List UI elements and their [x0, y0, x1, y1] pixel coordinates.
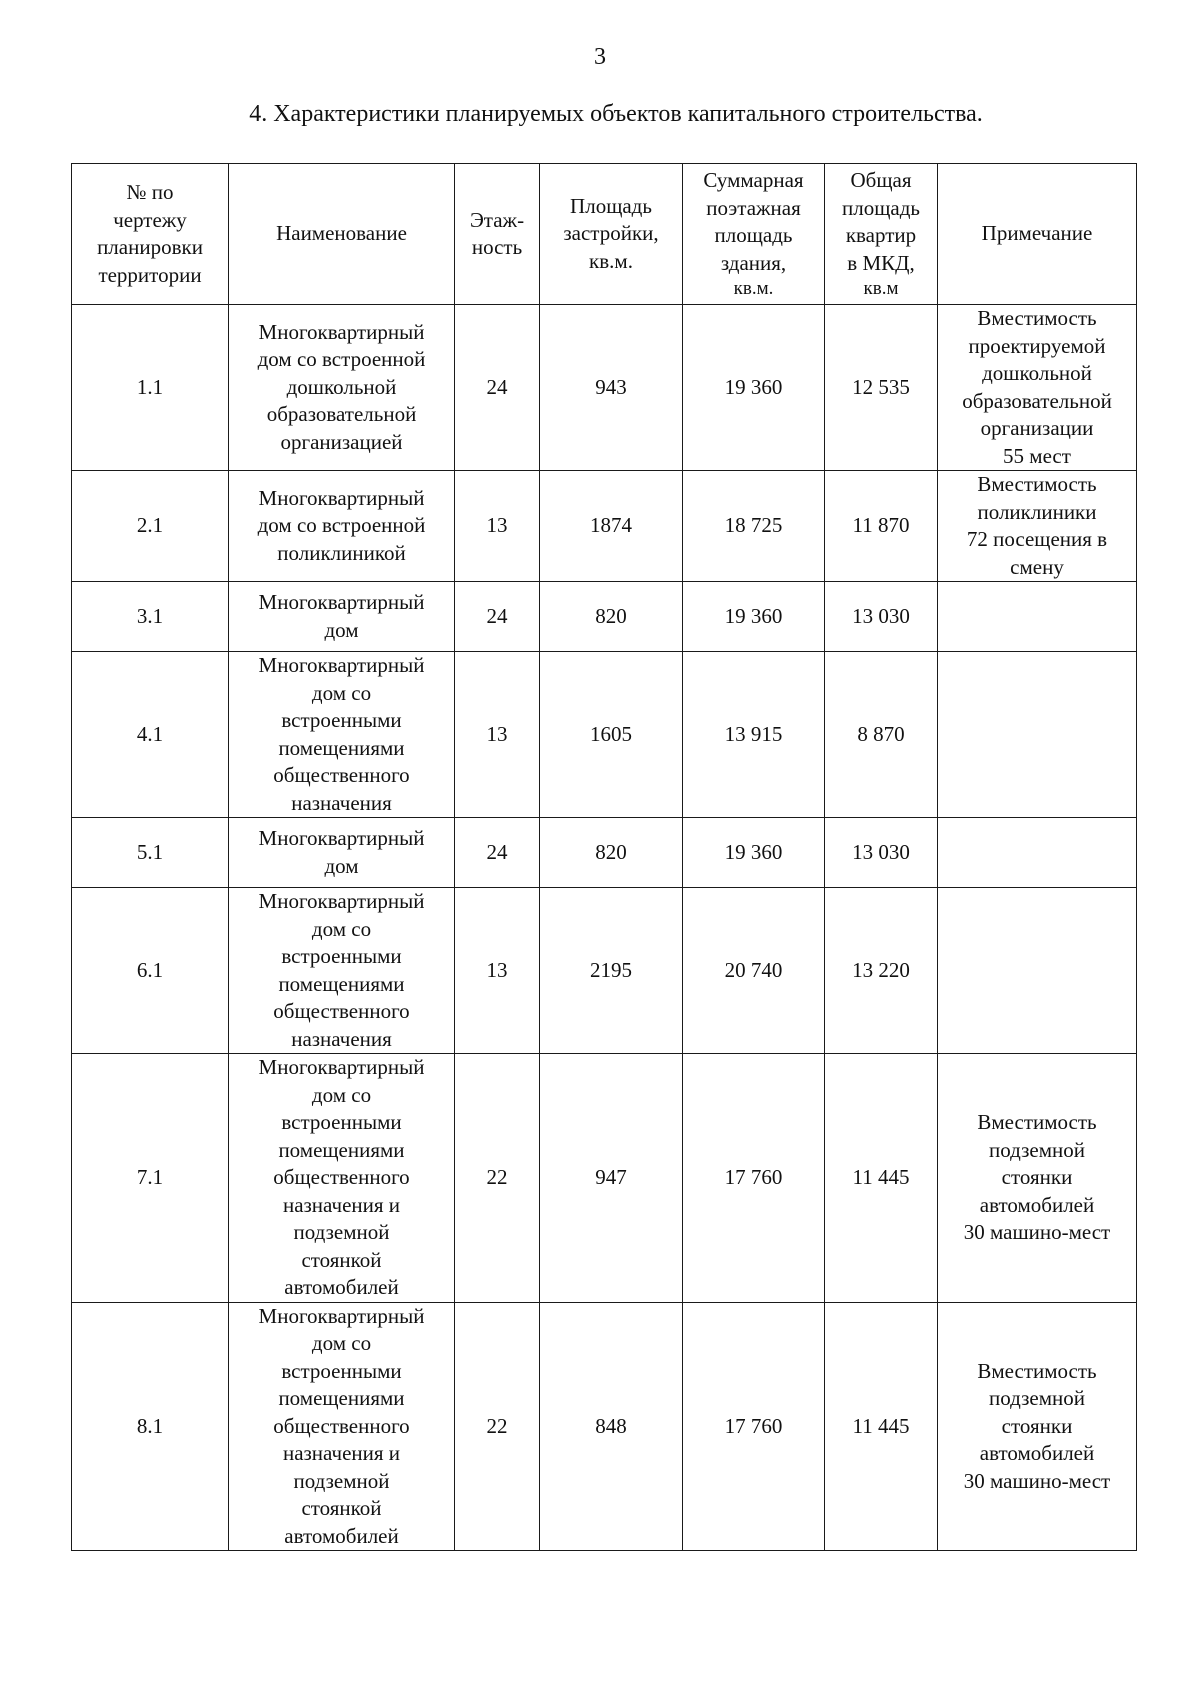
cell-line: назначения	[291, 1026, 392, 1051]
cell-floors: 13	[455, 888, 540, 1054]
cell-total: 20 740	[683, 888, 825, 1054]
table-row	[72, 1302, 1137, 1551]
cell-note	[938, 888, 1137, 1054]
cell-line: проектируемой	[968, 333, 1106, 358]
column-header-no	[72, 164, 229, 305]
cell-line: в МКД,	[847, 250, 915, 275]
cell-total: 17 760	[683, 1302, 825, 1551]
cell-floors: 22	[455, 1302, 540, 1551]
cell-no: 5.1	[72, 818, 229, 888]
cell-apt: 13 220	[825, 888, 938, 1054]
table-row	[72, 652, 1137, 818]
cell-line: встроенными	[281, 1110, 402, 1134]
cell-apt: 12 535	[825, 305, 938, 471]
cell-apt: 11 870	[825, 471, 938, 582]
cell-line: площадь	[842, 195, 920, 220]
cell-line: Общая	[850, 168, 912, 192]
cell-floors: 24	[455, 582, 540, 652]
cell-total: 13 915	[683, 652, 825, 818]
cell-line: Этаж-	[469, 207, 525, 232]
cell-line: Площадь	[570, 193, 652, 218]
cell-line: квартир	[845, 223, 917, 247]
cell-no: 8.1	[72, 1302, 229, 1551]
cell-line: застройки,	[563, 221, 659, 246]
column-header-total	[683, 164, 825, 305]
cell-name	[229, 1054, 455, 1303]
cell-line: дом со	[311, 916, 372, 941]
cell-apt: 8 870	[825, 652, 938, 818]
cell-line: общественного	[273, 763, 410, 787]
cell-line: ность	[471, 235, 523, 259]
cell-area: 2195	[540, 888, 683, 1054]
cell-line: территории	[98, 262, 202, 287]
cell-line: подземной	[989, 1137, 1085, 1162]
cell-line: помещениями	[278, 1386, 405, 1410]
cell-line: стоянкой	[301, 1496, 382, 1520]
cell-note	[938, 652, 1137, 818]
cell-line: образовательной	[266, 402, 417, 427]
cell-area: 1605	[540, 652, 683, 818]
cell-no: 3.1	[72, 582, 229, 652]
cell-line: стоянки	[1001, 1165, 1073, 1189]
cell-floors: 22	[455, 1054, 540, 1303]
column-header-note	[938, 164, 1137, 305]
cell-area: 848	[540, 1302, 683, 1551]
cell-line: Многоквартирный	[258, 889, 425, 913]
cell-line: № по	[126, 180, 174, 204]
section-title: 4. Характеристики планируемых объектов капитального строительства.	[249, 101, 983, 127]
cell-line: дошкольной	[286, 374, 397, 399]
cell-line: назначения и	[282, 1441, 401, 1465]
column-header-floors	[455, 164, 540, 305]
cell-total: 18 725	[683, 471, 825, 582]
cell-line: образовательной	[962, 388, 1112, 413]
cell-line: кв.м	[863, 278, 899, 299]
cell-line: помещениями	[278, 971, 405, 996]
cell-name	[229, 1302, 455, 1551]
cell-line: организации	[980, 416, 1094, 440]
cell-floors: 13	[455, 471, 540, 582]
cell-name	[229, 888, 455, 1054]
table-body	[72, 305, 1137, 1551]
cell-line: встроенными	[281, 708, 402, 732]
cell-total: 19 360	[683, 582, 825, 652]
cell-note	[938, 582, 1137, 652]
cell-note	[938, 305, 1137, 471]
cell-area: 820	[540, 818, 683, 888]
cell-total: 19 360	[683, 818, 825, 888]
cell-line: поэтажная	[706, 195, 801, 220]
cell-line: дошкольной	[982, 361, 1092, 385]
cell-line: Многоквартирный	[258, 1303, 425, 1328]
cell-line: общественного	[273, 1413, 410, 1438]
cell-line: 30 машино-мест	[963, 1468, 1111, 1493]
cell-line: стоянкой	[301, 1247, 382, 1272]
cell-total: 19 360	[683, 305, 825, 471]
cell-line: автомобилей	[284, 1523, 399, 1548]
cell-line: Наименование	[276, 221, 407, 246]
cell-line: дом со	[311, 680, 372, 705]
cell-name	[229, 471, 455, 582]
cell-line: Вместимость	[977, 306, 1097, 330]
cell-apt: 11 445	[825, 1302, 938, 1551]
cell-floors: 24	[455, 818, 540, 888]
cell-no: 6.1	[72, 888, 229, 1054]
cell-line: 30 машино-мест	[963, 1220, 1111, 1244]
cell-name	[229, 305, 455, 471]
cell-apt: 11 445	[825, 1054, 938, 1303]
table-row	[72, 888, 1137, 1054]
cell-line: стоянки	[1001, 1413, 1073, 1438]
column-header-apt	[825, 164, 938, 305]
table-header-row	[72, 164, 1137, 305]
cell-name	[229, 582, 455, 652]
cell-no: 7.1	[72, 1054, 229, 1303]
cell-line: встроенными	[281, 944, 402, 968]
cell-line: автомобилей	[284, 1275, 399, 1299]
page-number: 3	[594, 44, 606, 70]
table-row	[72, 471, 1137, 582]
cell-line: Примечание	[981, 221, 1093, 246]
cell-no: 4.1	[72, 652, 229, 818]
cell-note	[938, 818, 1137, 888]
cell-name	[229, 652, 455, 818]
cell-line: дом	[324, 617, 359, 642]
cell-area: 947	[540, 1054, 683, 1303]
cell-note	[938, 471, 1137, 582]
cell-line: подземной	[989, 1386, 1085, 1410]
cell-line: Многоквартирный	[258, 1055, 425, 1079]
cell-line: чертежу	[113, 207, 187, 232]
cell-line: поликлиники	[977, 499, 1097, 524]
table-row	[72, 582, 1137, 652]
cell-line: 55 мест	[1003, 443, 1071, 468]
cell-line: Многоквартирный	[258, 826, 425, 850]
cell-no: 1.1	[72, 305, 229, 471]
cell-line: Многоквартирный	[258, 590, 425, 614]
cell-line: автомобилей	[979, 1441, 1095, 1465]
cell-line: Вместимость	[977, 472, 1097, 496]
cell-floors: 13	[455, 652, 540, 818]
cell-line: дом	[324, 853, 359, 878]
cell-line: Вместимость	[977, 1358, 1097, 1383]
cell-line: Многоквартирный	[258, 653, 425, 677]
cell-line: назначения	[291, 790, 392, 815]
cell-line: кв.м.	[589, 248, 633, 273]
table-row	[72, 305, 1137, 471]
cell-line: 72 посещения в	[966, 527, 1108, 551]
cell-apt: 13 030	[825, 582, 938, 652]
cell-line: подземной	[293, 1220, 390, 1244]
cell-line: назначения и	[282, 1192, 401, 1217]
cell-line: здания,	[720, 250, 787, 275]
cell-line: кв.м.	[733, 278, 774, 299]
cell-line: Многоквартирный	[258, 319, 425, 344]
cell-line: Многоквартирный	[258, 485, 425, 510]
column-header-area	[540, 164, 683, 305]
column-header-name	[229, 164, 455, 305]
cell-line: организацией	[280, 429, 403, 454]
cell-line: площадь	[714, 223, 793, 247]
cell-line: помещениями	[278, 735, 405, 760]
cell-line: смену	[1010, 554, 1064, 579]
cell-no: 2.1	[72, 471, 229, 582]
cell-line: дом со встроенной	[257, 347, 426, 372]
cell-line: дом со	[311, 1082, 372, 1107]
cell-area: 820	[540, 582, 683, 652]
cell-line: дом со встроенной	[257, 513, 426, 538]
cell-area: 943	[540, 305, 683, 471]
cell-line: общественного	[273, 999, 410, 1023]
cell-line: помещениями	[278, 1137, 405, 1162]
cell-line: Суммарная	[703, 168, 804, 192]
cell-line: планировки	[97, 235, 203, 259]
cell-name	[229, 818, 455, 888]
cell-line: подземной	[293, 1468, 390, 1493]
table-row	[72, 1054, 1137, 1303]
table-row	[72, 818, 1137, 888]
cell-note	[938, 1302, 1137, 1551]
cell-line: встроенными	[281, 1358, 402, 1383]
cell-note	[938, 1054, 1137, 1303]
cell-line: автомобилей	[979, 1192, 1095, 1217]
cell-apt: 13 030	[825, 818, 938, 888]
cell-line: поликлиникой	[277, 540, 406, 565]
cell-line: дом со	[311, 1331, 372, 1355]
cell-line: общественного	[273, 1165, 410, 1189]
cell-total: 17 760	[683, 1054, 825, 1303]
capital-construction-table	[71, 163, 1137, 1551]
cell-line: Вместимость	[977, 1110, 1097, 1134]
cell-area: 1874	[540, 471, 683, 582]
cell-floors: 24	[455, 305, 540, 471]
